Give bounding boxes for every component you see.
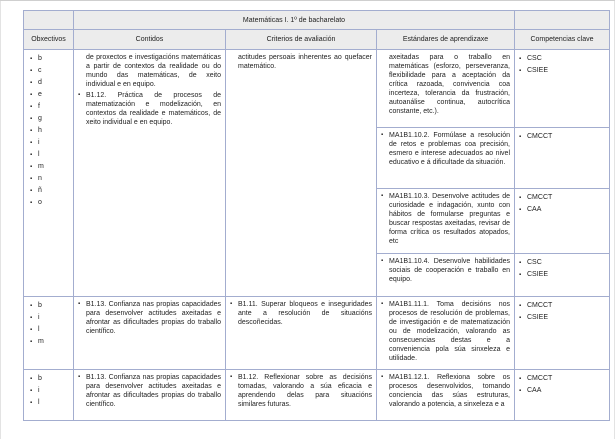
obxectivo-item [30,161,71,173]
criterios-cell [226,297,377,369]
bullet-marker-icon: ▪ [519,376,522,382]
obxectivo-item-label: o [38,199,42,206]
competencia-item-label: CSC [527,259,542,266]
obxectivos-cell [24,370,74,420]
paragraph [230,300,372,327]
paragraph-text: MA1B1.10.2. Formúlase a resolución de retos e problemas coa precisión, esmero e interese adecuados ao nivel educativo e á dificultade da situación. [389,132,510,166]
bullet-marker-icon [230,53,238,71]
estandar-cell [377,297,515,369]
bullet-marker-icon: ▪ [230,374,233,380]
obxectivo-item-label: h [38,127,42,134]
bullet-marker-icon [381,53,389,116]
paragraph-text: MA1B1.10.3. Desenvolve actitudes de curiosidade e indagación, xunto con hábitos de formularse preguntas e buscar respostas axeitadas, revisar de forma crítica os resultados atopados, etc [389,193,510,245]
obxectivo-item-label: e [38,91,42,98]
estandar-cell [377,254,515,296]
competencia-item-label: CSIEE [527,314,549,321]
paragraph [78,373,221,409]
column-header-contidos: Contidos [74,30,226,49]
criterios-cell [226,370,377,420]
bullet-marker-icon: ▪ [30,152,33,158]
obxectivo-item-label: m [38,338,44,345]
obxectivo-item [30,137,71,149]
obxectivo-item [30,385,71,397]
paragraph-text: B1.12. Práctica de procesos de matematización e modelización, en contextos da realidade e matemáticos, de xeito individual e en equipo. [86,92,221,126]
obxectivo-item-label: b [38,375,42,382]
bullet-marker-icon: ▪ [381,193,384,199]
paragraph [78,91,221,127]
obxectivo-item [30,89,71,101]
bullet-marker-icon: ▪ [519,272,522,278]
competencia-item [519,192,607,204]
obxectivo-item-label: i [38,314,40,321]
bullet-marker-icon: ▪ [30,128,33,134]
bullet-marker-icon: ▪ [30,376,33,382]
table-title-row [24,11,609,30]
estandar-subrow [377,128,609,189]
competencias-cell [515,128,609,188]
obxectivo-item-label: c [38,67,42,74]
bullet-marker-icon: ▪ [381,258,384,264]
competencia-item-label: CMCCT [527,133,553,140]
estandar-cell [377,189,515,253]
estandar-subrow [377,50,609,128]
obxectivo-item-label: m [38,163,44,170]
paragraph [381,257,510,284]
bullet-marker-icon: ▪ [30,164,33,170]
curriculum-table [23,10,610,421]
header-corner-cell-right [515,11,609,29]
contidos-cell [74,297,226,369]
competencia-item [519,269,607,281]
competencia-item-label: CMCCT [527,194,553,201]
competencias-cell [515,370,609,420]
paragraph-text: B1.11. Superar bloqueos e inseguridades ante a resolución de situacións descoñecidas. [238,301,372,326]
obxectivo-item [30,197,71,209]
table-title: Matemáticas I. 1º de bacharelato [74,11,515,29]
table-row [24,297,609,370]
obxectivo-item-label: f [38,103,40,110]
bullet-marker-icon: ▪ [519,195,522,201]
competencia-item [519,257,607,269]
competencia-item [519,53,607,65]
bullet-marker-icon: ▪ [519,134,522,140]
estandar-cell [377,370,515,420]
paragraph-text: B1.12. Reflexionar sobre as decisións tomadas, valorando a súa eficacia e aprendendo delas para situacións similares futuras. [238,374,372,408]
bullet-marker-icon: ▪ [30,339,33,345]
obxectivo-item [30,113,71,125]
bullet-marker-icon: ▪ [30,188,33,194]
paragraph [381,300,510,363]
obxectivo-item [30,77,71,89]
competencia-item-label: CSIEE [527,271,549,278]
estandar-cell [377,128,515,188]
competencia-item-label: CMCCT [527,375,553,382]
bullet-marker-icon: ▪ [78,374,81,380]
criterios-cell [226,50,377,296]
paragraph [230,53,372,71]
bullet-marker-icon: ▪ [381,374,384,380]
paragraph [381,131,510,167]
competencia-item [519,312,607,324]
obxectivo-item [30,300,71,312]
obxectivo-item [30,324,71,336]
paragraph [381,192,510,246]
obxectivo-item-label: g [38,115,42,122]
bullet-marker-icon: ▪ [30,68,33,74]
paragraph-text: B1.13. Confianza nas propias capacidades para desenvolver actitudes axeitadas e afrontar as dificultades propias do traballo científico. [86,301,221,335]
bullet-marker-icon: ▪ [30,315,33,321]
competencia-item [519,385,607,397]
obxectivo-item [30,125,71,137]
competencia-item [519,65,607,77]
paragraph-text: MA1B1.10.4. Desenvolve habilidades sociais de cooperación e traballo en equipo. [389,258,510,283]
obxectivos-cell [24,297,74,369]
obxectivo-item-label: b [38,302,42,309]
bullet-marker-icon: ▪ [78,92,81,98]
bullet-marker-icon: ▪ [519,315,522,321]
obxectivo-item [30,397,71,409]
paragraph-text: MA1B1.12.1. Reflexiona sobre os procesos desenvolvidos, tomando conciencia das súas estruturas, valorando a potencia, a sinxeleza e a [389,374,510,408]
competencia-item [519,300,607,312]
competencia-item [519,131,607,143]
competencias-cell [515,297,609,369]
competencias-cell [515,50,609,127]
paragraph [78,53,221,89]
bullet-marker-icon: ▪ [30,388,33,394]
competencia-item-label: CAA [527,206,542,213]
obxectivo-item [30,173,71,185]
obxectivo-item-label: l [38,326,40,333]
obxectivo-item-label: ñ [38,187,42,194]
estandar-subrow [377,254,609,296]
competencia-item [519,204,607,216]
bullet-marker-icon: ▪ [381,301,384,307]
column-header-criterios: Criterios de avaliación [226,30,377,49]
competencia-item-label: CSIEE [527,67,549,74]
obxectivo-item-label: n [38,175,42,182]
contidos-cell [74,370,226,420]
estandar-subrow [377,189,609,254]
header-corner-cell-left [24,11,74,29]
bullet-marker-icon: ▪ [30,116,33,122]
bullet-marker-icon: ▪ [78,301,81,307]
competencia-item-label: CAA [527,387,542,394]
competencias-cell [515,189,609,253]
obxectivo-item-label: i [38,139,40,146]
paragraph [381,373,510,409]
bullet-marker-icon: ▪ [30,56,33,62]
obxectivos-cell [24,50,74,296]
estandar-subrow [377,370,609,420]
column-header-row [24,30,609,50]
obxectivo-item-label: l [38,151,40,158]
table-body [24,50,609,420]
estandares-column [377,297,609,369]
obxectivo-item-label: i [38,387,40,394]
paragraph-text: actitudes persoais inherentes ao quefacer matemático. [238,54,372,70]
obxectivo-item [30,149,71,161]
bullet-marker-icon: ▪ [30,400,33,406]
obxectivo-item [30,312,71,324]
bullet-marker-icon: ▪ [519,260,522,266]
estandar-cell [377,50,515,127]
bullet-marker-icon: ▪ [30,176,33,182]
bullet-marker-icon: ▪ [30,92,33,98]
bullet-marker-icon: ▪ [519,388,522,394]
obxectivo-item [30,65,71,77]
column-header-obxectivos: Obxectivos [24,30,74,49]
competencias-cell [515,254,609,296]
obxectivo-item [30,185,71,197]
competencia-item [519,373,607,385]
bullet-marker-icon: ▪ [519,303,522,309]
bullet-marker-icon [78,53,86,89]
paragraph [230,373,372,409]
obxectivo-item-label: l [38,399,40,406]
contidos-cell [74,50,226,296]
obxectivo-item [30,53,71,65]
column-header-competencias: Competencias clave [515,30,609,49]
paragraph [381,53,510,116]
estandar-subrow [377,297,609,369]
bullet-marker-icon: ▪ [30,104,33,110]
bullet-marker-icon: ▪ [30,200,33,206]
paragraph-text: de proxectos e investigacións matemáticas a partir de contextos da realidade ou do mundo das matemáticas, de xeito individual e en equipo. [86,54,221,88]
bullet-marker-icon: ▪ [30,140,33,146]
obxectivo-item-label: d [38,79,42,86]
competencia-item-label: CMCCT [527,302,553,309]
paragraph-text: MA1B1.11.1. Toma decisións nos procesos de resolución de problemas, de investigación e de matematización ou de modelización, valorando as consecuencias destas e a conveniencia pola súa sinxeleza e utilidade. [389,301,510,362]
bullet-marker-icon: ▪ [30,327,33,333]
bullet-marker-icon: ▪ [519,56,522,62]
table-row [24,50,609,297]
obxectivo-item [30,373,71,385]
bullet-marker-icon: ▪ [519,207,522,213]
paragraph-text: axeitadas para o traballo en matemáticas (esforzo, perseveranza, flexibilidade para a aceptación da crítica razoada, convivencia coa incerteza, tolerancia da frustración, autoanálise continua, autocrítica constante, etc.). [389,54,510,115]
bullet-marker-icon: ▪ [381,132,384,138]
bullet-marker-icon: ▪ [519,68,522,74]
bullet-marker-icon: ▪ [30,303,33,309]
table-row [24,370,609,420]
paragraph-text: B1.13. Confianza nas propias capacidades para desenvolver actitudes axeitadas e afrontar as dificultades propias do traballo científico. [86,374,221,408]
estandares-column [377,370,609,420]
obxectivo-item [30,336,71,348]
paragraph [78,300,221,336]
bullet-marker-icon: ▪ [230,301,233,307]
bullet-marker-icon: ▪ [30,80,33,86]
competencia-item-label: CSC [527,55,542,62]
estandares-column [377,50,609,296]
column-header-estandares: Estándares de aprendizaxe [377,30,515,49]
obxectivo-item-label: b [38,55,42,62]
obxectivo-item [30,101,71,113]
